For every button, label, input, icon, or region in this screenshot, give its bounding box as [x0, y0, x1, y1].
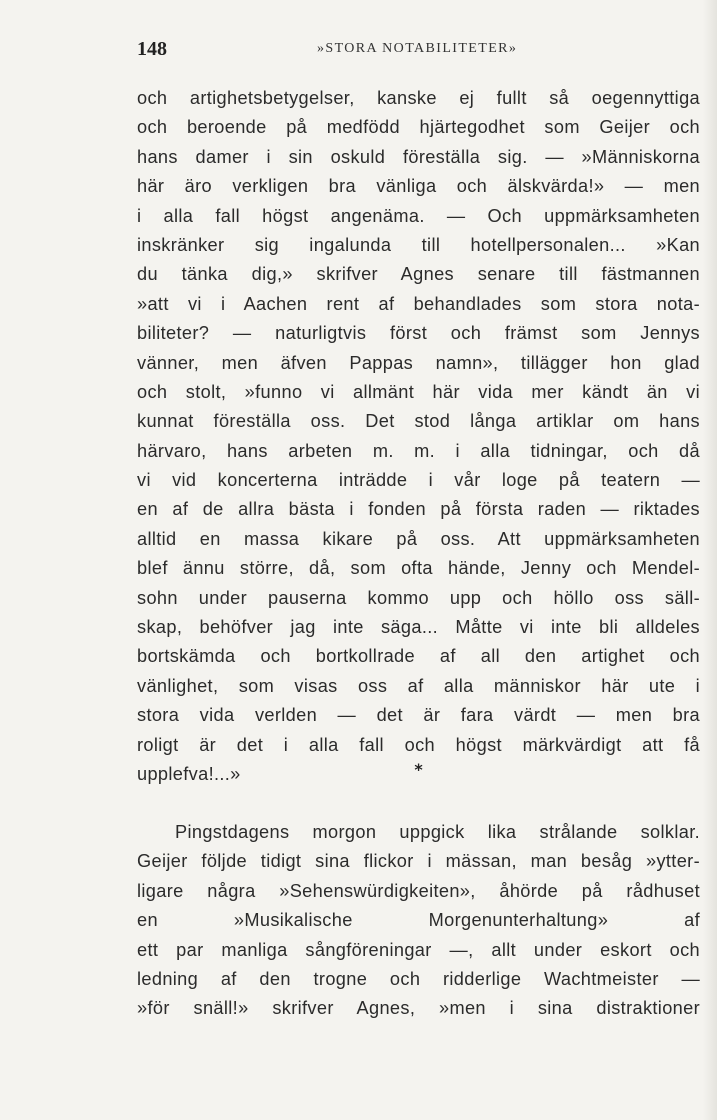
- text-line: och beroende på medfödd hjärtegodhet som Geijer och: [137, 117, 700, 138]
- text-line: alltid en massa kikare på oss. Att uppmärksamheten: [137, 528, 700, 549]
- text-line: en af de allra bästa i fonden på första raden — riktades: [137, 499, 700, 520]
- text-line: ledning af den trogne och ridderlige Wachtmeister —: [137, 968, 700, 989]
- text-line: skap, behöfver jag inte säga... Måtte vi inte bli alldeles: [137, 617, 700, 638]
- text-line: »att vi i Aachen rent af behandlades som stora nota-: [137, 293, 700, 314]
- text-line: i alla fall högst angenäma. — Och uppmärksamheten: [137, 205, 700, 226]
- page-number: 148: [137, 38, 167, 60]
- text-line: hans damer i sin oskuld föreställa sig. — »Människorna: [137, 146, 700, 167]
- text-line: härvaro, hans arbeten m. m. i alla tidningar, och då: [137, 440, 700, 461]
- text-line: stora vida verlden — det är fara värdt — men bra: [137, 705, 700, 726]
- text-line: Geijer följde tidigt sina flickor i mässan, man besåg »ytter-: [137, 851, 700, 872]
- text-line: en »Musikalische Morgenunterhaltung» af: [137, 910, 700, 931]
- text-line: Pingstdagens morgon uppgick lika strålande solklar.: [175, 822, 700, 842]
- page-header: [137, 38, 701, 64]
- text-line: upplefva!...»: [137, 763, 241, 784]
- text-line: blef ännu större, då, som ofta hände, Jenny och Mendel-: [137, 558, 700, 579]
- text-line: här äro verkligen bra vänliga och älskvärda!» — men: [137, 176, 700, 197]
- text-line: och artighetsbetygelser, kanske ej fullt så oegennyttiga: [137, 88, 700, 108]
- text-line: vänlighet, som visas oss af alla människor här ute i: [137, 675, 700, 696]
- paragraph-2: [137, 818, 700, 1024]
- text-line: du tänka dig,» skrifver Agnes senare till fästmannen: [137, 264, 700, 285]
- text-line: vänner, men äfven Pappas namn», tillägger hon glad: [137, 352, 700, 373]
- text-line: bortskämda och bortkollrade af all den artighet och: [137, 646, 700, 667]
- text-line: ett par manliga sångföreningar —, allt under eskort och: [137, 939, 700, 960]
- text-line: sohn under pauserna kommo upp och höllo oss säll-: [137, 587, 700, 608]
- section-separator: *: [414, 760, 423, 779]
- running-head: »STORA NOTABILITETER»: [317, 41, 518, 56]
- text-line: och stolt, »funno vi allmänt här vida mer kändt än vi: [137, 381, 700, 402]
- page-edge-shadow: [703, 0, 717, 1120]
- text-line: vi vid koncerterna inträdde i vår loge på teatern —: [137, 470, 700, 491]
- text-line: biliteter? — naturligtvis först och främst som Jennys: [137, 323, 700, 344]
- text-line: inskränker sig ingalunda till hotellpersonalen... »Kan: [137, 234, 700, 255]
- paragraph-1: [137, 84, 700, 789]
- text-line: »för snäll!» skrifver Agnes, »men i sina distraktioner: [137, 998, 700, 1019]
- text-line: ligare några »Sehenswürdigkeiten», åhörde på rådhuset: [137, 880, 700, 901]
- text-line: kunnat föreställa oss. Det stod långa artiklar om hans: [137, 411, 700, 432]
- text-line: roligt är det i alla fall och högst märkvärdigt att få: [137, 734, 700, 755]
